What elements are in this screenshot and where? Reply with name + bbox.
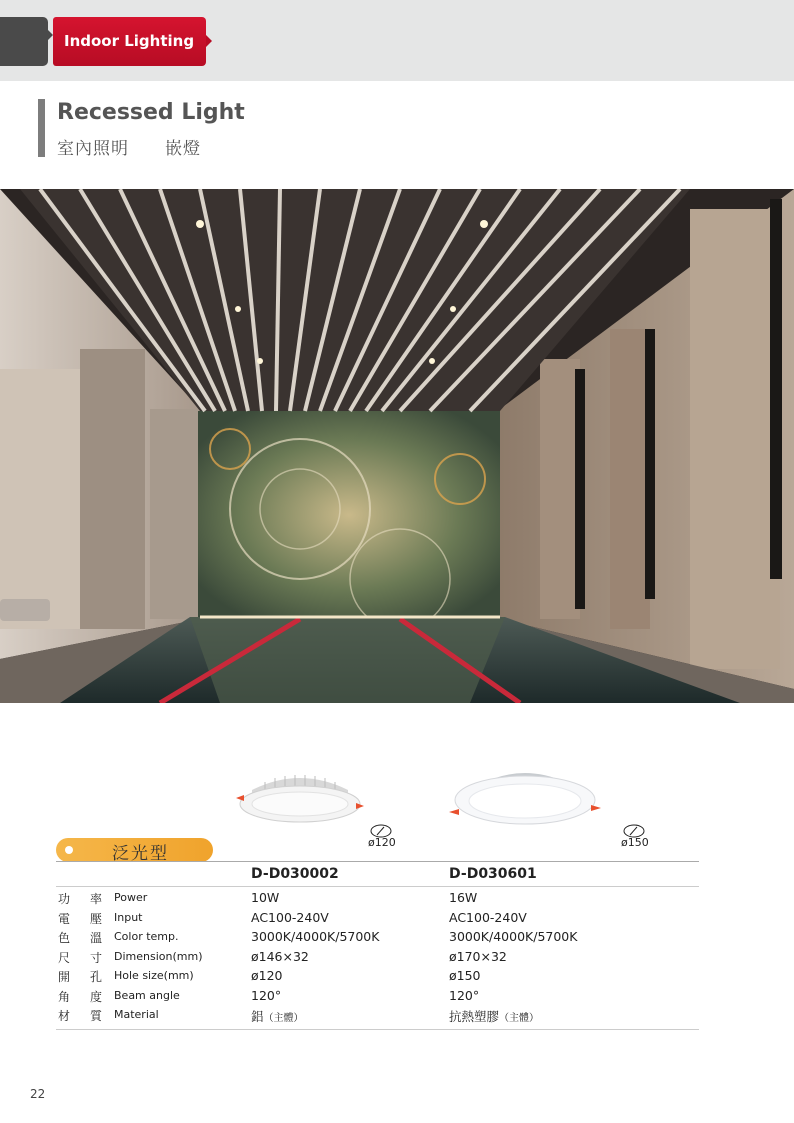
spec-label-zh: 尺 xyxy=(58,951,71,965)
spec-row-beam-angle xyxy=(0,988,794,1007)
spec-row-input xyxy=(0,910,794,929)
spec-value-2: 120° xyxy=(449,988,480,1003)
subtitle-category: 室內照明 xyxy=(57,139,129,159)
spec-label-zh: 角 xyxy=(58,990,71,1004)
spec-value-1: 120° xyxy=(251,988,282,1003)
spec-value-2: AC100-240V xyxy=(449,910,527,925)
table-bottom-rule xyxy=(56,1029,699,1030)
spec-value-1: 10W xyxy=(251,890,280,905)
spec-value-2: 3000K/4000K/5700K xyxy=(449,929,578,944)
spec-label-zh: 孔 xyxy=(90,970,103,984)
top-bar xyxy=(0,0,794,81)
spec-label-zh: 寸 xyxy=(90,951,103,965)
spec-value-2 xyxy=(449,1007,539,1025)
page-title: Recessed Light xyxy=(57,100,245,125)
spec-value-1: ø120 xyxy=(251,968,283,983)
spec-row-color-temp xyxy=(0,929,794,948)
subtitle-product: 嵌燈 xyxy=(165,139,201,159)
model-name-2: D-D030601 xyxy=(449,866,537,882)
spec-label-zh: 材 xyxy=(58,1009,71,1023)
spec-label-zh: 度 xyxy=(90,990,103,1004)
badge-dot xyxy=(65,846,73,854)
spec-value-2: 16W xyxy=(449,890,478,905)
spec-label-en: Beam angle xyxy=(114,989,180,1002)
spec-label-en: Color temp. xyxy=(114,930,179,943)
section-tab: Indoor Lighting xyxy=(53,17,206,66)
hole-size-label-2: ø150 xyxy=(621,836,649,849)
spec-row-power xyxy=(0,890,794,909)
spec-value-2: ø150 xyxy=(449,968,481,983)
header-tab-dark xyxy=(0,17,48,66)
spec-value-2: ø170×32 xyxy=(449,949,507,964)
product-image-d030002 xyxy=(230,768,370,828)
spec-label-en: Dimension(mm) xyxy=(114,950,203,963)
spec-row-hole-size xyxy=(0,968,794,987)
spec-label-zh: 壓 xyxy=(90,912,103,926)
pool-scene-illustration xyxy=(0,189,794,703)
spec-label-zh: 電 xyxy=(58,912,71,926)
spec-value-1: ø146×32 xyxy=(251,949,309,964)
spec-value-1: AC100-240V xyxy=(251,910,329,925)
material-note-1: （主體） xyxy=(263,1013,304,1024)
spec-label-en: Power xyxy=(114,891,148,904)
spec-value-1 xyxy=(251,1007,304,1025)
spec-label-zh: 開 xyxy=(58,970,71,984)
spec-label-en: Material xyxy=(114,1008,159,1021)
table-header-rule xyxy=(56,886,699,887)
hero-photo xyxy=(0,189,794,703)
product-image-d030601 xyxy=(445,768,605,832)
spec-value-1: 3000K/4000K/5700K xyxy=(251,929,380,944)
spec-label-zh: 質 xyxy=(90,1009,103,1023)
spec-label-zh: 功 xyxy=(58,892,71,906)
spec-row-dimension xyxy=(0,949,794,968)
hole-size-label-1: ø120 xyxy=(368,836,396,849)
material-note-2: （主體） xyxy=(499,1013,540,1024)
category-badge xyxy=(56,838,213,862)
spec-label-zh: 率 xyxy=(90,892,103,906)
title-accent-bar xyxy=(38,99,45,157)
spec-row-material xyxy=(0,1007,794,1026)
badge-label: 泛光型 xyxy=(112,844,169,864)
material-main-1: 鋁 xyxy=(251,1009,264,1024)
table-top-rule xyxy=(56,861,699,862)
spec-label-zh: 溫 xyxy=(90,931,103,945)
page-subtitle xyxy=(57,134,237,159)
page-number: 22 xyxy=(30,1087,46,1101)
spec-label-en: Input xyxy=(114,911,143,924)
spec-label-zh: 色 xyxy=(58,931,71,945)
material-main-2: 抗熱塑膠 xyxy=(449,1009,500,1024)
model-name-1: D-D030002 xyxy=(251,866,339,882)
spec-label-en: Hole size(mm) xyxy=(114,969,194,982)
